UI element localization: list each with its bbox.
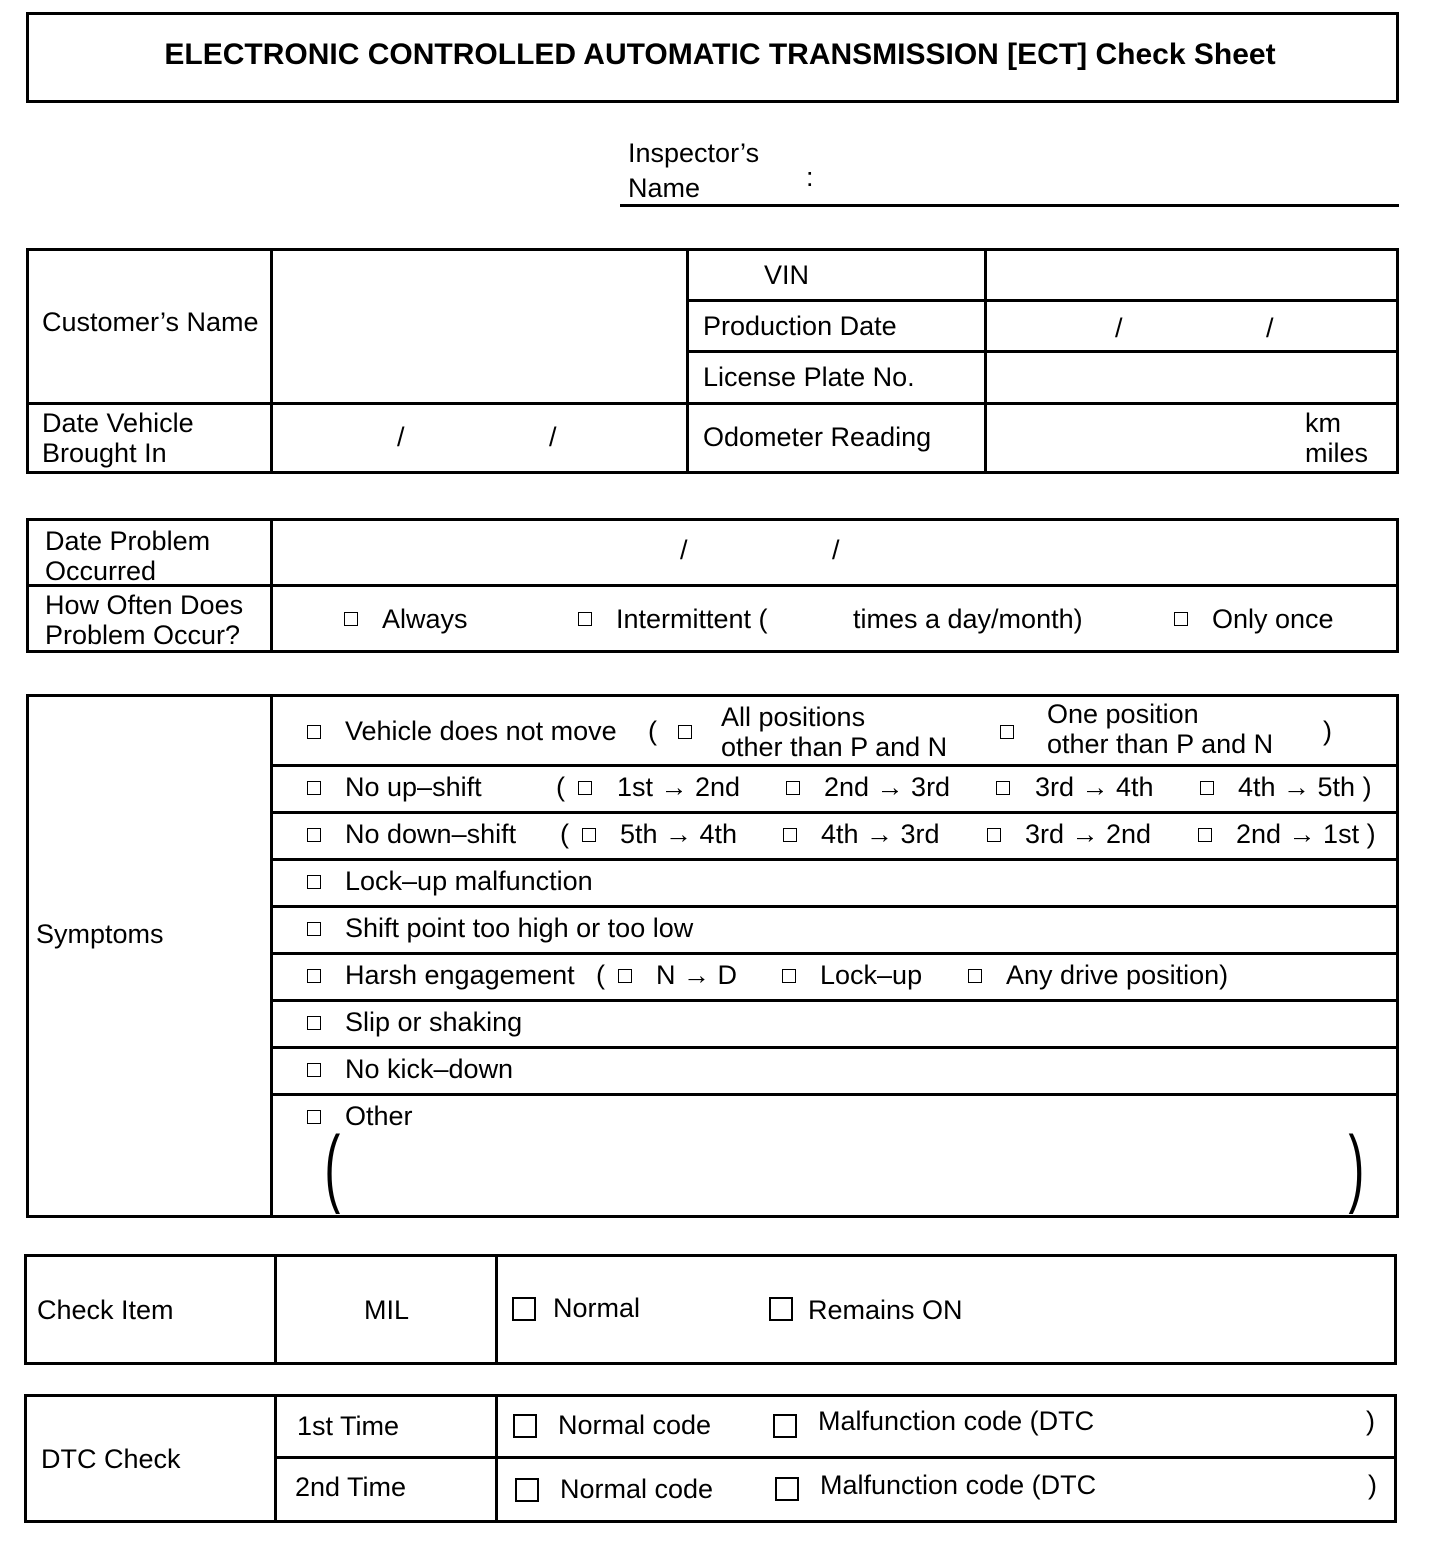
no-move-open-paren: ( <box>648 716 657 746</box>
inspector-colon: : <box>806 162 814 192</box>
dtc-first-time-label: 1st Time <box>297 1411 400 1441</box>
downshift-4-3-label: 4th → 3rd <box>821 819 940 849</box>
no-move-close-paren: ) <box>1323 716 1332 746</box>
other-details-field[interactable] <box>350 1130 1340 1210</box>
vin-field[interactable] <box>987 251 1396 299</box>
no-upshift-label: No up–shift <box>345 772 482 802</box>
check-item-label: Check Item <box>37 1295 174 1325</box>
all-positions-checkbox[interactable] <box>678 725 692 739</box>
dtc-second-close-paren: ) <box>1368 1470 1377 1500</box>
inspector-name-field[interactable] <box>620 204 1399 207</box>
mil-normal-label: Normal <box>553 1293 641 1323</box>
slip-checkbox[interactable] <box>307 1016 321 1030</box>
no-kickdown-checkbox[interactable] <box>307 1063 321 1077</box>
dtc-second-malfunction-checkbox[interactable] <box>775 1477 799 1501</box>
other-open-paren: ( <box>324 1119 341 1215</box>
always-checkbox[interactable] <box>344 612 358 626</box>
all-positions-line1: All positions <box>721 702 866 732</box>
no-kickdown-label: No kick–down <box>345 1054 514 1084</box>
dtc-first-code-field[interactable] <box>1120 1402 1360 1448</box>
inspector-label-line2: Name <box>628 173 701 203</box>
dtc-second-normal-checkbox[interactable] <box>515 1478 539 1502</box>
harsh-open-paren: ( <box>596 960 605 990</box>
odometer-unit-km: km <box>1305 408 1341 438</box>
no-downshift-label: No down–shift <box>345 819 517 849</box>
date-occurred-sep2: / <box>832 535 840 565</box>
production-date-sep2: / <box>1266 313 1274 343</box>
one-position-line2: other than P and N <box>1047 729 1274 759</box>
mil-remains-on-label: Remains ON <box>808 1295 963 1325</box>
intermittent-checkbox[interactable] <box>578 612 592 626</box>
date-brought-in-label-line2: Brought In <box>42 438 167 468</box>
intermittent-times-label: times a day/month) <box>853 604 1083 634</box>
always-label: Always <box>382 604 468 634</box>
other-label: Other <box>345 1101 413 1131</box>
dtc-second-normal-label: Normal code <box>560 1474 714 1504</box>
no-upshift-checkbox[interactable] <box>307 781 321 795</box>
upshift-1-2-label: 1st → 2nd <box>617 772 741 802</box>
customer-name-field[interactable] <box>273 251 686 402</box>
odometer-unit-miles: miles <box>1305 438 1369 468</box>
downshift-3-2-label: 3rd → 2nd <box>1025 819 1152 849</box>
mil-label: MIL <box>364 1295 410 1325</box>
date-occurred-label-line1: Date Problem <box>45 526 211 556</box>
date-occurred-sep1: / <box>680 535 688 565</box>
upshift-1-2-checkbox[interactable] <box>578 781 592 795</box>
one-position-checkbox[interactable] <box>1000 725 1014 739</box>
how-often-label-line2: Problem Occur? <box>45 620 241 650</box>
shift-point-checkbox[interactable] <box>307 922 321 936</box>
harsh-lockup-checkbox[interactable] <box>782 969 796 983</box>
downshift-4-3-checkbox[interactable] <box>783 828 797 842</box>
production-date-label: Production Date <box>703 311 897 341</box>
intermittent-label: Intermittent ( <box>616 604 768 634</box>
license-plate-field[interactable] <box>987 353 1396 402</box>
downshift-5-4-label: 5th → 4th <box>620 819 738 849</box>
harsh-any-drive-label: Any drive position) <box>1006 960 1229 990</box>
symptoms-label: Symptoms <box>36 919 164 949</box>
license-plate-label: License Plate No. <box>703 362 915 392</box>
harsh-any-drive-checkbox[interactable] <box>968 969 982 983</box>
dtc-second-malfunction-label: Malfunction code (DTC <box>820 1470 1097 1500</box>
upshift-3-4-label: 3rd → 4th <box>1035 772 1154 802</box>
harsh-n-d-label: N → D <box>656 960 737 990</box>
upshift-3-4-checkbox[interactable] <box>996 781 1010 795</box>
date-brought-in-sep1: / <box>397 422 405 452</box>
slip-label: Slip or shaking <box>345 1007 523 1037</box>
inspector-label-line1: Inspector’s <box>628 138 760 168</box>
harsh-n-d-checkbox[interactable] <box>618 969 632 983</box>
how-often-label-line1: How Often Does <box>45 590 244 620</box>
date-occurred-label-line2: Occurred <box>45 556 157 586</box>
date-brought-in-sep2: / <box>549 422 557 452</box>
odometer-label: Odometer Reading <box>703 422 932 452</box>
upshift-2-3-label: 2nd → 3rd <box>824 772 951 802</box>
production-date-sep1: / <box>1115 313 1123 343</box>
customer-name-label: Customer’s Name <box>42 307 259 337</box>
harsh-lockup-label: Lock–up <box>820 960 923 990</box>
dtc-first-malfunction-checkbox[interactable] <box>773 1414 797 1438</box>
upshift-4-5-label: 4th → 5th ) <box>1238 772 1372 802</box>
only-once-checkbox[interactable] <box>1174 612 1188 626</box>
dtc-first-normal-label: Normal code <box>558 1410 712 1440</box>
downshift-open-paren: ( <box>560 819 569 849</box>
dtc-first-normal-checkbox[interactable] <box>513 1414 537 1438</box>
one-position-line1: One position <box>1047 699 1199 729</box>
check-item-table <box>24 1254 1397 1365</box>
harsh-engagement-label: Harsh engagement <box>345 960 575 990</box>
dtc-first-close-paren: ) <box>1366 1406 1375 1436</box>
lockup-malfunction-checkbox[interactable] <box>307 875 321 889</box>
dtc-check-label: DTC Check <box>41 1444 181 1474</box>
all-positions-line2: other than P and N <box>721 732 948 762</box>
date-brought-in-label-line1: Date Vehicle <box>42 408 194 438</box>
vin-label: VIN <box>764 260 810 290</box>
no-move-label: Vehicle does not move <box>345 716 617 746</box>
shift-point-label: Shift point too high or too low <box>345 913 694 943</box>
downshift-2-1-label: 2nd → 1st ) <box>1236 819 1376 849</box>
mil-normal-checkbox[interactable] <box>512 1297 536 1321</box>
harsh-engagement-checkbox[interactable] <box>307 969 321 983</box>
page-title: ELECTRONIC CONTROLLED AUTOMATIC TRANSMISSION [ECT] Check Sheet <box>164 38 1276 71</box>
dtc-first-malfunction-label: Malfunction code (DTC <box>818 1406 1095 1436</box>
downshift-3-2-checkbox[interactable] <box>987 828 1001 842</box>
other-checkbox[interactable] <box>307 1110 321 1124</box>
dtc-second-time-label: 2nd Time <box>295 1472 407 1502</box>
upshift-4-5-checkbox[interactable] <box>1200 781 1214 795</box>
only-once-label: Only once <box>1212 604 1334 634</box>
lockup-malfunction-label: Lock–up malfunction <box>345 866 593 896</box>
downshift-5-4-checkbox[interactable] <box>582 828 596 842</box>
dtc-second-code-field[interactable] <box>1122 1464 1362 1514</box>
other-close-paren: ) <box>1348 1119 1365 1215</box>
mil-remains-on-checkbox[interactable] <box>769 1297 793 1321</box>
no-move-checkbox[interactable] <box>307 725 321 739</box>
downshift-2-1-checkbox[interactable] <box>1198 828 1212 842</box>
no-downshift-checkbox[interactable] <box>307 828 321 842</box>
upshift-open-paren: ( <box>556 772 565 802</box>
upshift-2-3-checkbox[interactable] <box>786 781 800 795</box>
